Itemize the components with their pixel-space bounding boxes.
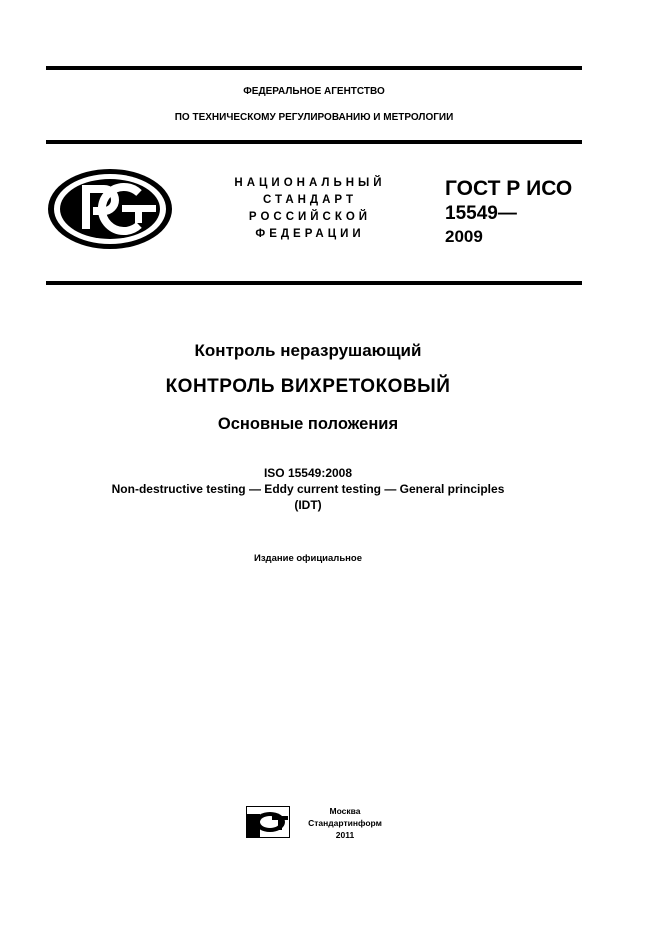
national-standard-line-3: РОССИЙСКОЙ xyxy=(248,211,372,223)
iso-degree: (IDT) xyxy=(294,498,322,512)
publisher-year: 2011 xyxy=(335,830,355,840)
edition-label: Издание официальное xyxy=(254,553,362,564)
gost-designation-line-3: 2009 xyxy=(445,227,483,246)
national-standard-line-1: НАЦИОНАЛЬНЫЙ xyxy=(234,177,386,189)
national-standard-line-4: ФЕДЕРАЦИИ xyxy=(255,228,365,240)
agency-line-2: ПО ТЕХНИЧЕСКОМУ РЕГУЛИРОВАНИЮ И МЕТРОЛОГИИ xyxy=(174,112,454,123)
lower-rule xyxy=(46,281,582,285)
agency-line-1: ФЕДЕРАЛЬНОЕ АГЕНТСТВО xyxy=(243,86,385,97)
publisher-name: Стандартинформ xyxy=(308,818,382,828)
standartinform-logo-icon xyxy=(246,806,290,838)
title-line-2: КОНТРОЛЬ ВИХРЕТОКОВЫЙ xyxy=(165,376,451,397)
gost-designation-line-1: ГОСТ Р ИСО xyxy=(445,177,573,200)
top-rule xyxy=(46,66,582,70)
rst-gost-mark-icon xyxy=(46,167,174,251)
national-standard-line-2: СТАНДАРТ xyxy=(263,194,357,206)
gost-designation-line-2: 15549— xyxy=(445,203,517,224)
iso-number: ISO 15549:2008 xyxy=(263,466,353,480)
title-line-3: Основные положения xyxy=(217,415,399,433)
title-line-1: Контроль неразрушающий xyxy=(194,341,422,360)
publisher-city: Москва xyxy=(329,806,361,816)
iso-english-title: Non-destructive testing — Eddy current testing — General principles xyxy=(111,482,505,496)
middle-rule xyxy=(46,140,582,144)
